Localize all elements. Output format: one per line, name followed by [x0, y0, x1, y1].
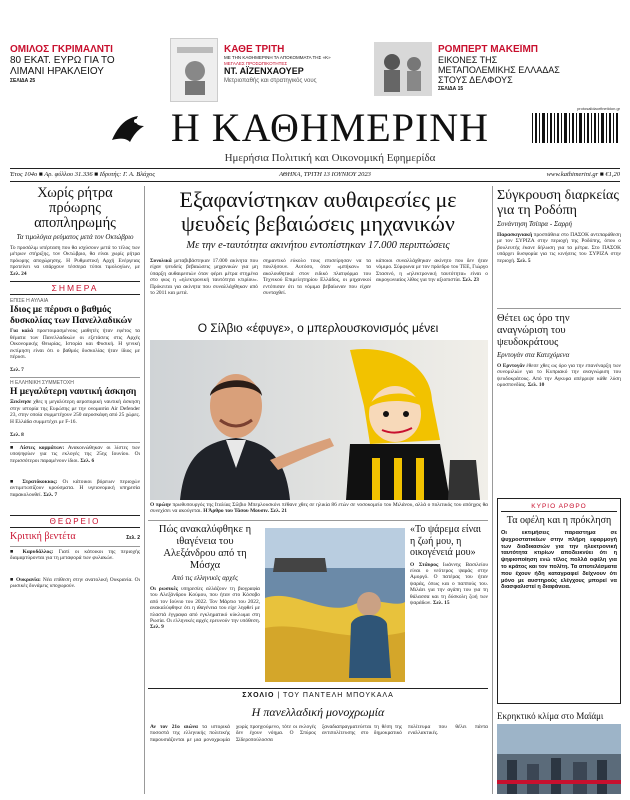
main-col1-text: μεταβιβάστηκαν 17.000 ακίνητα που είχαν ψευδείς βεβαιώσεις μηχανικών για μη ύπαρξη αυθαιρεσιών όταν φέρει μέτρα στημένα στο φως η «ηλεκτρονική ταυτότητα κτιρίου». Πρόκειται για ακίνητα που συναλλάχθηκαν από το 2011 και μετά. — [150, 258, 258, 297]
bullet1-text: Ανακοινώθηκαν οι λίστες των υποψηφίων για τις εκλογές της 25ης Ιουνίου. Οι περισσότεροι παραμένουν ίδιοι. — [10, 444, 140, 464]
column-text — [150, 724, 488, 794]
item2-page: Σελ. 8 — [10, 432, 24, 439]
main-col3-text: κάποιοι συναλλάχθηκαν ακίνητο που δεν ήταν νόμιμο. Σύμφωνα με τον πρόεδρο του ΤΕΕ, Γιώργο Στασινό, η «ηλεκτρονική ταυτότητα» είναι ο ακρογωνιαίος λίθος για την αξιοπιστία. — [376, 258, 488, 284]
booklet-cover-image — [170, 38, 218, 102]
dateline-right: www.kathimerini.gr ■ €1,20 — [546, 171, 620, 178]
teaser-title: ΚΑΘΕ ΤΡΙΤΗ — [224, 44, 285, 55]
teaser-title: ΟΜΙΛΟΣ ΓΚΡΙΜΑΛΝΤΙ — [10, 44, 113, 55]
bullet-2[interactable]: ■ Στρατόκοκκος: Οι κάτοικοι βόρειων περιοχών αντιμετωπίζουν κρούσματα. Η υγειονομική υπηρεσία παρακολουθεί. Σελ. 7 — [10, 478, 140, 498]
photo-caption-page: Η Άρθρο του Τάσου Μουσιν. Σελ. 21 — [203, 508, 287, 515]
teaser-subtitle: ΕΙΚΟΝΕΣ ΤΗΣ ΜΕΤΑΠΟΛΕΜΙΚΗΣ ΕΛΛΑΔΑΣ ΣΤΟΥΣ ΔΕΛΦΟΥΣ — [438, 55, 560, 85]
editorial-title[interactable]: Τα οφέλη και η πρόκληση — [506, 515, 612, 526]
bullet1-page: Σελ. 6 — [80, 457, 95, 464]
main-subheadline: Με την e-ταυτότητα ακινήτου εντοπίστηκαν 17.000 περιπτώσεις — [186, 240, 450, 251]
right-column — [497, 188, 621, 498]
item1-page: Σελ. 7 — [10, 367, 24, 374]
teaser-line2: ΜΕΓΑΛΕΣ ΠΡΟΣΩΠΙΚΟΤΗΤΕΣ — [224, 60, 288, 66]
story-nationality — [150, 524, 260, 684]
main-col1-label: Συνολικά — [150, 258, 172, 264]
section-simera: ΣΗΜΕΡΑ — [10, 281, 140, 295]
teaser-eisenhower[interactable] — [224, 44, 364, 100]
column-label: Αν τον 21ο αιώνα — [150, 724, 198, 730]
bullet3-text: Γιατί οι κάτοικοι της περιοχής διαμαρτύρονται για τη μεταφορά των φυλακών. — [10, 548, 140, 562]
masthead-tagline: Ημερήσια Πολιτική και Οικονομική Εφημερίδα — [224, 152, 436, 164]
story-a-page: Σελ. 9 — [150, 624, 164, 631]
item1-label: Για καλά — [10, 328, 34, 335]
main-col3 — [376, 258, 488, 310]
column-kicker: ΣΧΟΛΙΟ — [242, 692, 275, 699]
bullet3-label: Καρυδάλλος: — [22, 548, 54, 555]
berlusconi-photo — [150, 340, 488, 500]
editorial-box — [497, 498, 621, 704]
main-col1 — [150, 258, 258, 310]
dateline-center: ΑΘΗΝΑ, ΤΡΙΤΗ 13 ΙΟΥΝΙΟΥ 2023 — [279, 171, 371, 178]
story-a-label: Οι ρωσικές — [150, 586, 178, 592]
bullet2-text: Οι κάτοικοι βόρειων περιοχών αντιμετωπίζουν κρούσματα. Η υγειονομική υπηρεσία παρακολουθεί. — [10, 478, 140, 498]
main-headline[interactable]: Εξαφανίστηκαν αυθαιρεσίες με ψευδείς βεβαιώσεις μηχανικών — [179, 188, 457, 236]
dateline-left: Έτος 104ο ■ Αρ. φύλλου 31.336 ■ Ιδρυτής: Γ. Α. Βλάχος — [10, 171, 156, 178]
fisherman-photo — [265, 528, 405, 682]
item2-text: χθες η μεγαλύτερη αεροπορική ναυτική άσκηση στην ιστορία της Ευρώπης με την ονομασία Air Defender 23, στην οποία συμμετέχουν 250 αεροσκάφη από 25 χώρες. Η Ελλάδα συμμετέχει με F-16. — [10, 399, 140, 425]
owl-logo-icon — [108, 112, 148, 148]
editorial-kicker: ΚΥΡΙΟ ΑΡΘΡΟ — [501, 502, 617, 512]
delphi-photo — [374, 42, 432, 96]
story-a-text: υπηρεσίες αλλάζουν τη βιογραφία του Αλεξάνδρου Κούμου, που ήταν στο Κόσοβο από τον Ιούνιο του 2022. Τον Μάρτιο του 2022, ανακαλύφθηκε ότι η ιθαγένεια του είχε ληφθεί με πλαστά έγγραφα από εγκληματικό κύκλωμα στη Ρωσία. Οι ελληνικές αρχές ερευνούν την υπόθεση. — [150, 586, 260, 625]
bullet2-page: Σελ. 7 — [43, 491, 58, 498]
kicker-2: Η ΕΛΛΗΝΙΚΗ ΣΥΜΜΕΤΟΧΗ — [10, 379, 74, 386]
right-item-title[interactable]: Θέτει ως όρο την αναγνώριση του ψευδοκράτους — [497, 313, 570, 348]
right-lead-title[interactable]: Σύγκρουση διαρκείας για τη Ροδόπη — [497, 188, 619, 218]
review-page: Σελ. 2 — [126, 534, 140, 541]
main-col3-page: Σελ. 23 — [462, 277, 479, 284]
photo-caption-text: πρωθυπουργός της Ιταλίας Σίλβιο Μπερλουσκόνι πέθανε χθες σε ηλικία 86 ετών σε νοσοκομείο του Μιλάνου, αλλά ο πολιτικός του απόηχος θα συνεχίσει να ακούγεται. — [150, 502, 488, 515]
teaser-title: ΡΟΜΠΕΡΤ ΜΑΚΕΪΜΠ — [438, 44, 538, 55]
column-title[interactable]: Η πανελλαδική μονοχρωμία — [251, 705, 385, 719]
right-lead-sub: Συνάντηση Τσίπρα - Σαρρή — [497, 220, 572, 228]
right-lead-page: Σελ. 5 — [516, 257, 531, 264]
editorial-text: Οι εκτιμήσεις παραστημα σε ψυχροστατικέων στην πλήρη εφαρμογή των διαδικασιών για την ηλεκτρονική ταυτότητα κτιρίων αποδεικνύει ότι η ψηφιοποίηση ενώ τέλος πολλά οφέλη για το κράτος και τον πολίτη. Τα αποτελέσματα που έχουν ήδη καταγραφεί δείχνουν ότι μόνο με αυστηρούς ελέγχους μπορεί να διασφαλιστεί η διαφάνεια. — [501, 530, 617, 591]
story-b-page: Σελ. 15 — [432, 599, 450, 606]
item1-text: προετοιμασμένους μαθητές ήταν εφέτος τα θέματα των Πανελλαδικών οι εξετάσεις στις Αρχές Οικονομικής Θεωρίας, Ιστορία και Φυσική. Η γενική εκτίμηση είναι ότι ο βαθμός δυσκολίας ήταν ίδιος με πέρυσι. — [10, 328, 140, 361]
story-a-sub: Από τις ελληνικές αρχές — [172, 574, 238, 582]
teaser-grimaldi[interactable] — [10, 44, 150, 94]
miami-title[interactable]: Εκρηκτικό κλίμα στο Μαϊάμι — [497, 711, 604, 721]
right-lead-text: προσπάθεια στο ΠΑΣΟΚ αντιπαράθεση με τον ΣΥΡΙΖΑ στην περιοχή της Ροδόπης, όπου ο βουλευτής έκανε δήλωση για τα μέτρα. Στο ΠΑΣΟΚ υπάρχει δυσφορία για τις κινήσεις του ΣΥΡΙΖΑ στην περιοχή. — [497, 232, 621, 264]
left-lead-sub: Τα τιμολόγια ρεύματος μετά τον Οκτώβριο — [16, 233, 134, 241]
bullet-4[interactable]: ■ Ουκρανία: Νέα επίθεση στην ανατολική Ουκρανία. Οι ρωσικές δυνάμεις υποχωρούν. — [10, 576, 140, 590]
right-item-sub: Ερντογάν στα Κατεχόμενα — [497, 351, 570, 359]
bullet4-text: Νέα επίθεση στην ανατολική Ουκρανία. Οι ρωσικές δυνάμεις υποχωρούν. — [10, 576, 140, 590]
column-body: τα ιστορικά ποσοστά της ελληνικής πολιτικής παρουσιάζονται με μια μονοχρωμία χωρίς προηγούμενο, τότε οι εκλογές δεν έχουν νόημα. Ο Σπύρος Σίδεροπούλοσσα ξαναδιαπραγματεύεται τη θέση της αντιπολίτευσης στο δημοκρατικό πολίτευμα που θέλει πάντα εναλλακτικές. — [150, 724, 488, 743]
barcode — [530, 106, 620, 152]
teaser-line1: ΜΕ ΤΗΝ ΚΑΘΗΜΕΡΙΝΗ ΤΑ ΑΠΟΚΟΜΜΑΤΑ ΤΗΣ «Κ» — [224, 55, 331, 60]
left-column — [10, 186, 140, 794]
story-a-title[interactable]: Πώς ανακαλύφθηκε η ιθαγένεια του Αλεξάνδρου από τη Μόσχα — [158, 524, 252, 571]
teaser-caption: Μετριοπαθής και στρατηγικός νους — [224, 78, 317, 84]
left-lead-title[interactable]: Χωρίς ρήτρα πρόωρης αποπληρωμής — [34, 186, 116, 231]
bullet4-label: Ουκρανία: — [16, 576, 41, 583]
item2-label: Ξεκίνησε — [10, 399, 32, 406]
teaser-page: ΣΕΛΙΔΑ 15 — [438, 86, 464, 92]
bullet1-label: Λίστες κομμάτων: — [19, 444, 65, 451]
bullet-3[interactable]: ■ Καρυδάλλος: Γιατί οι κάτοικοι της περιοχής διαμαρτύρονται για τη μεταφορά των φυλακών. — [10, 548, 140, 562]
bullet2-label: Στρατόκοκκος: — [22, 478, 58, 485]
left-lead-text: Το προσάλιμ υπέρταση που θα ισχύσουν μετά το τέλος των μέτρων στήριξης, τον Οκτώβριο, θα είναι χωρίς ρήτρα πρόωρης αποχώρησης. Η Ρυθμιστική Αρχή Ενέργειας προτείνει να υπάρχουν τέσσερα τύποι τιμολογίων, με — [10, 245, 140, 271]
masthead-title: Η ΚΑΘΗΜΕΡΙΝΗ — [170, 105, 490, 150]
main-col2: σημαντικό εύκολο τους επισείρησαν να τα πουλήσουν. Αυτόσο, όταν «μπήκαν» τα ακολουθητικά στον ειδικό πλατφόρμα του Τεχνικού Επιμελητηρίου Ελλάδος, οι μηχανικοί εντόπισαν ότι τα νόμιμα βεβαίωναν που είχαν συνταχθεί. — [263, 258, 371, 297]
teaser-subtitle: ΝΤ. ΑΪΖΕΝΧΑΟΥΕΡ — [224, 66, 304, 76]
story-b-label: Ο Στάυρος — [410, 561, 439, 568]
column-header: ΣΧΟΛΙΟ | ΤΟΥ ΠΑΝΤΕΛΗ ΜΠΟΥΚΑΛΑ — [242, 692, 394, 699]
teaser-makeimp[interactable] — [438, 44, 568, 94]
teaser-page: ΣΕΛΙΔΑ 25 — [10, 78, 36, 84]
item1-title[interactable]: Ιδιος με πέρυσι ο βαθμός δυσκολίας των Πανελλαδικών — [10, 305, 132, 326]
right-item-label: Ο Ερντογάν — [497, 363, 525, 369]
story-fishing — [410, 524, 488, 684]
photo-caption-label: Ο πρώην — [150, 502, 171, 508]
section-theoreio: ΘΕΩΡΕΙΟ — [10, 515, 140, 528]
story-b-title[interactable]: «Το ψάρεμα είναι η ζωή μου, η οικογένειά μου» — [410, 524, 482, 558]
bullet-1[interactable]: ■ Λίστες κομμάτων: Ανακοινώθηκαν οι λίστες των υποψηφίων για τις εκλογές της 25ης Ιουνίου. Οι περισσότεροι παραμένουν ίδιοι. Σελ. 6 — [10, 444, 140, 464]
review-title[interactable]: Κριτική βεντέτα — [10, 530, 76, 542]
photo-headline[interactable]: Ο Σίλβιο «έφυγε», ο μπερλουσκονισμός μένει — [197, 321, 439, 335]
photo-caption — [150, 502, 488, 516]
story-b-text: Ιωάννης Βασιλείου είναι ο νεότερος ψαράς στην Αμοργό. Ο πατέρας του ήταν ψαράς, όπως και ο παππούς του. Μιλάει για την αγάπη του για τη θάλασσα και τη δύσκολη ζωή των ψαράδων. — [410, 561, 488, 606]
miami-photo — [497, 724, 621, 794]
left-lead-page: Σελ. 24 — [10, 271, 27, 277]
item2-title[interactable]: Η μεγαλύτερη ναυτική άσκηση — [10, 386, 137, 397]
teaser-subtitle: 80 ΕΚΑΤ. ΕΥΡΩ ΓΙΑ ΤΟ ΛΙΜΑΝΙ ΗΡΑΚΛΕΙΟΥ — [10, 55, 115, 77]
barcode-label: protosalidaorfinetidon.gr — [577, 106, 620, 111]
kicker-1: ΕΠΙΣΕ Η ΑΥΛΑΙΑ — [10, 298, 49, 305]
right-item-text: έθεσε χθες ως όρο για την επανέναρξη των συνομιλιών για το Κυπριακό την αναγνώριση του ψευδοκράτους. Από την Αγκυρα απέρριψε κάθε λύση ομοσπονδίας. — [497, 363, 621, 389]
right-item-page: Σελ. 10 — [527, 382, 545, 389]
column-author: ΤΟΥ ΠΑΝΤΕΛΗ ΜΠΟΥΚΑΛΑ — [283, 692, 394, 699]
right-lead-label: Παρασκηνιακή — [497, 232, 533, 238]
